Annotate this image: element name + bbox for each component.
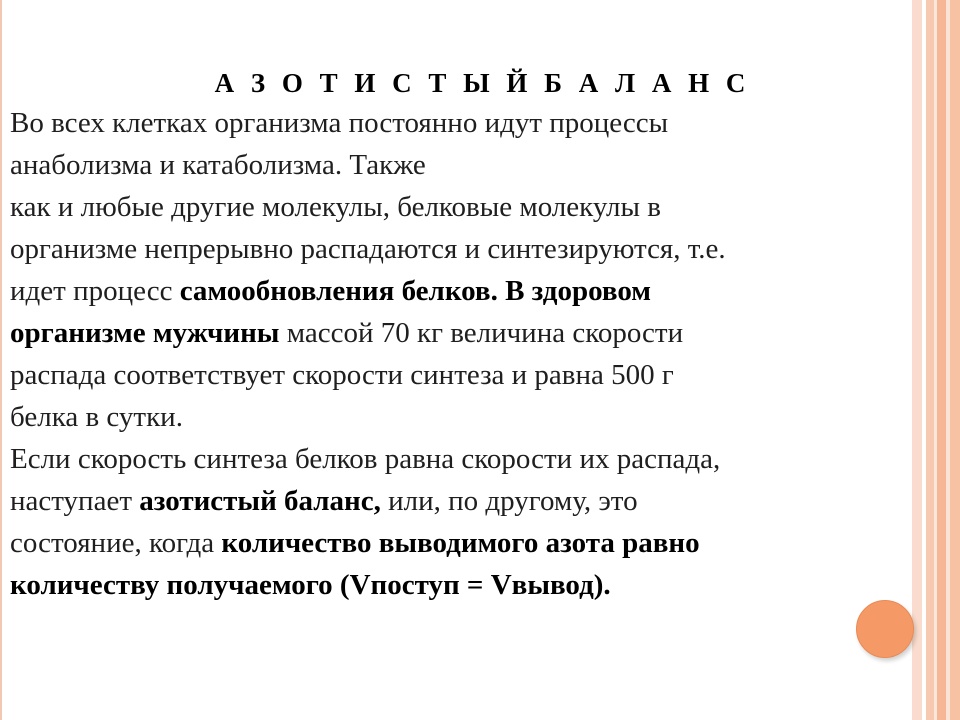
stripe [950, 0, 960, 720]
text-segment: белка в сутки. [10, 401, 183, 433]
text-line [10, 396, 915, 438]
slide-content [10, 64, 915, 606]
text-segment: организме непрерывно распадаются и синтезируются, т.е. [10, 233, 726, 265]
text-segment: как и любые другие молекулы, белковые молекулы в [10, 191, 661, 223]
bold-text-segment: количество выводимого азота равно [221, 527, 700, 559]
decorative-stripes [912, 0, 960, 720]
bold-text-segment: азотистый баланс, [139, 485, 381, 517]
text-segment: анаболизма и катаболизма. Также [10, 149, 426, 181]
stripe [926, 0, 934, 720]
text-line [10, 186, 915, 228]
text-segment: идет процесс [10, 275, 180, 307]
text-segment: состояние, когда [10, 527, 222, 559]
text-line [10, 564, 915, 606]
text-line [10, 354, 915, 396]
text-line [10, 480, 915, 522]
text-segment: наступает [10, 485, 140, 517]
decorative-circle [856, 600, 914, 658]
text-segment: или, по другому, это [380, 485, 638, 517]
slide-body-text [10, 102, 915, 606]
stripe [937, 0, 946, 720]
slide-title: А З О Т И С Т Ы Й Б А Л А Н С [214, 68, 751, 98]
text-segment: Во всех клетках организма постоянно идут процессы [10, 107, 669, 139]
text-line [10, 102, 915, 144]
text-line [10, 312, 915, 354]
text-line [10, 438, 915, 480]
text-line [10, 522, 915, 564]
text-segment: Если скорость синтеза белков равна скорости их распада, [10, 443, 721, 475]
bold-text-segment: организме мужчины [10, 317, 280, 349]
text-line [10, 228, 915, 270]
bold-text-segment: количеству получаемого (Vпоступ = Vвывод). [10, 569, 611, 601]
text-line [10, 270, 915, 312]
text-segment: массой 70 кг величина скорости [279, 317, 684, 349]
text-line [10, 144, 915, 186]
bold-text-segment: самообновления белков. В здоровом [179, 275, 652, 307]
text-segment: распада соответствует скорости синтеза и равна 500 г [10, 359, 674, 391]
